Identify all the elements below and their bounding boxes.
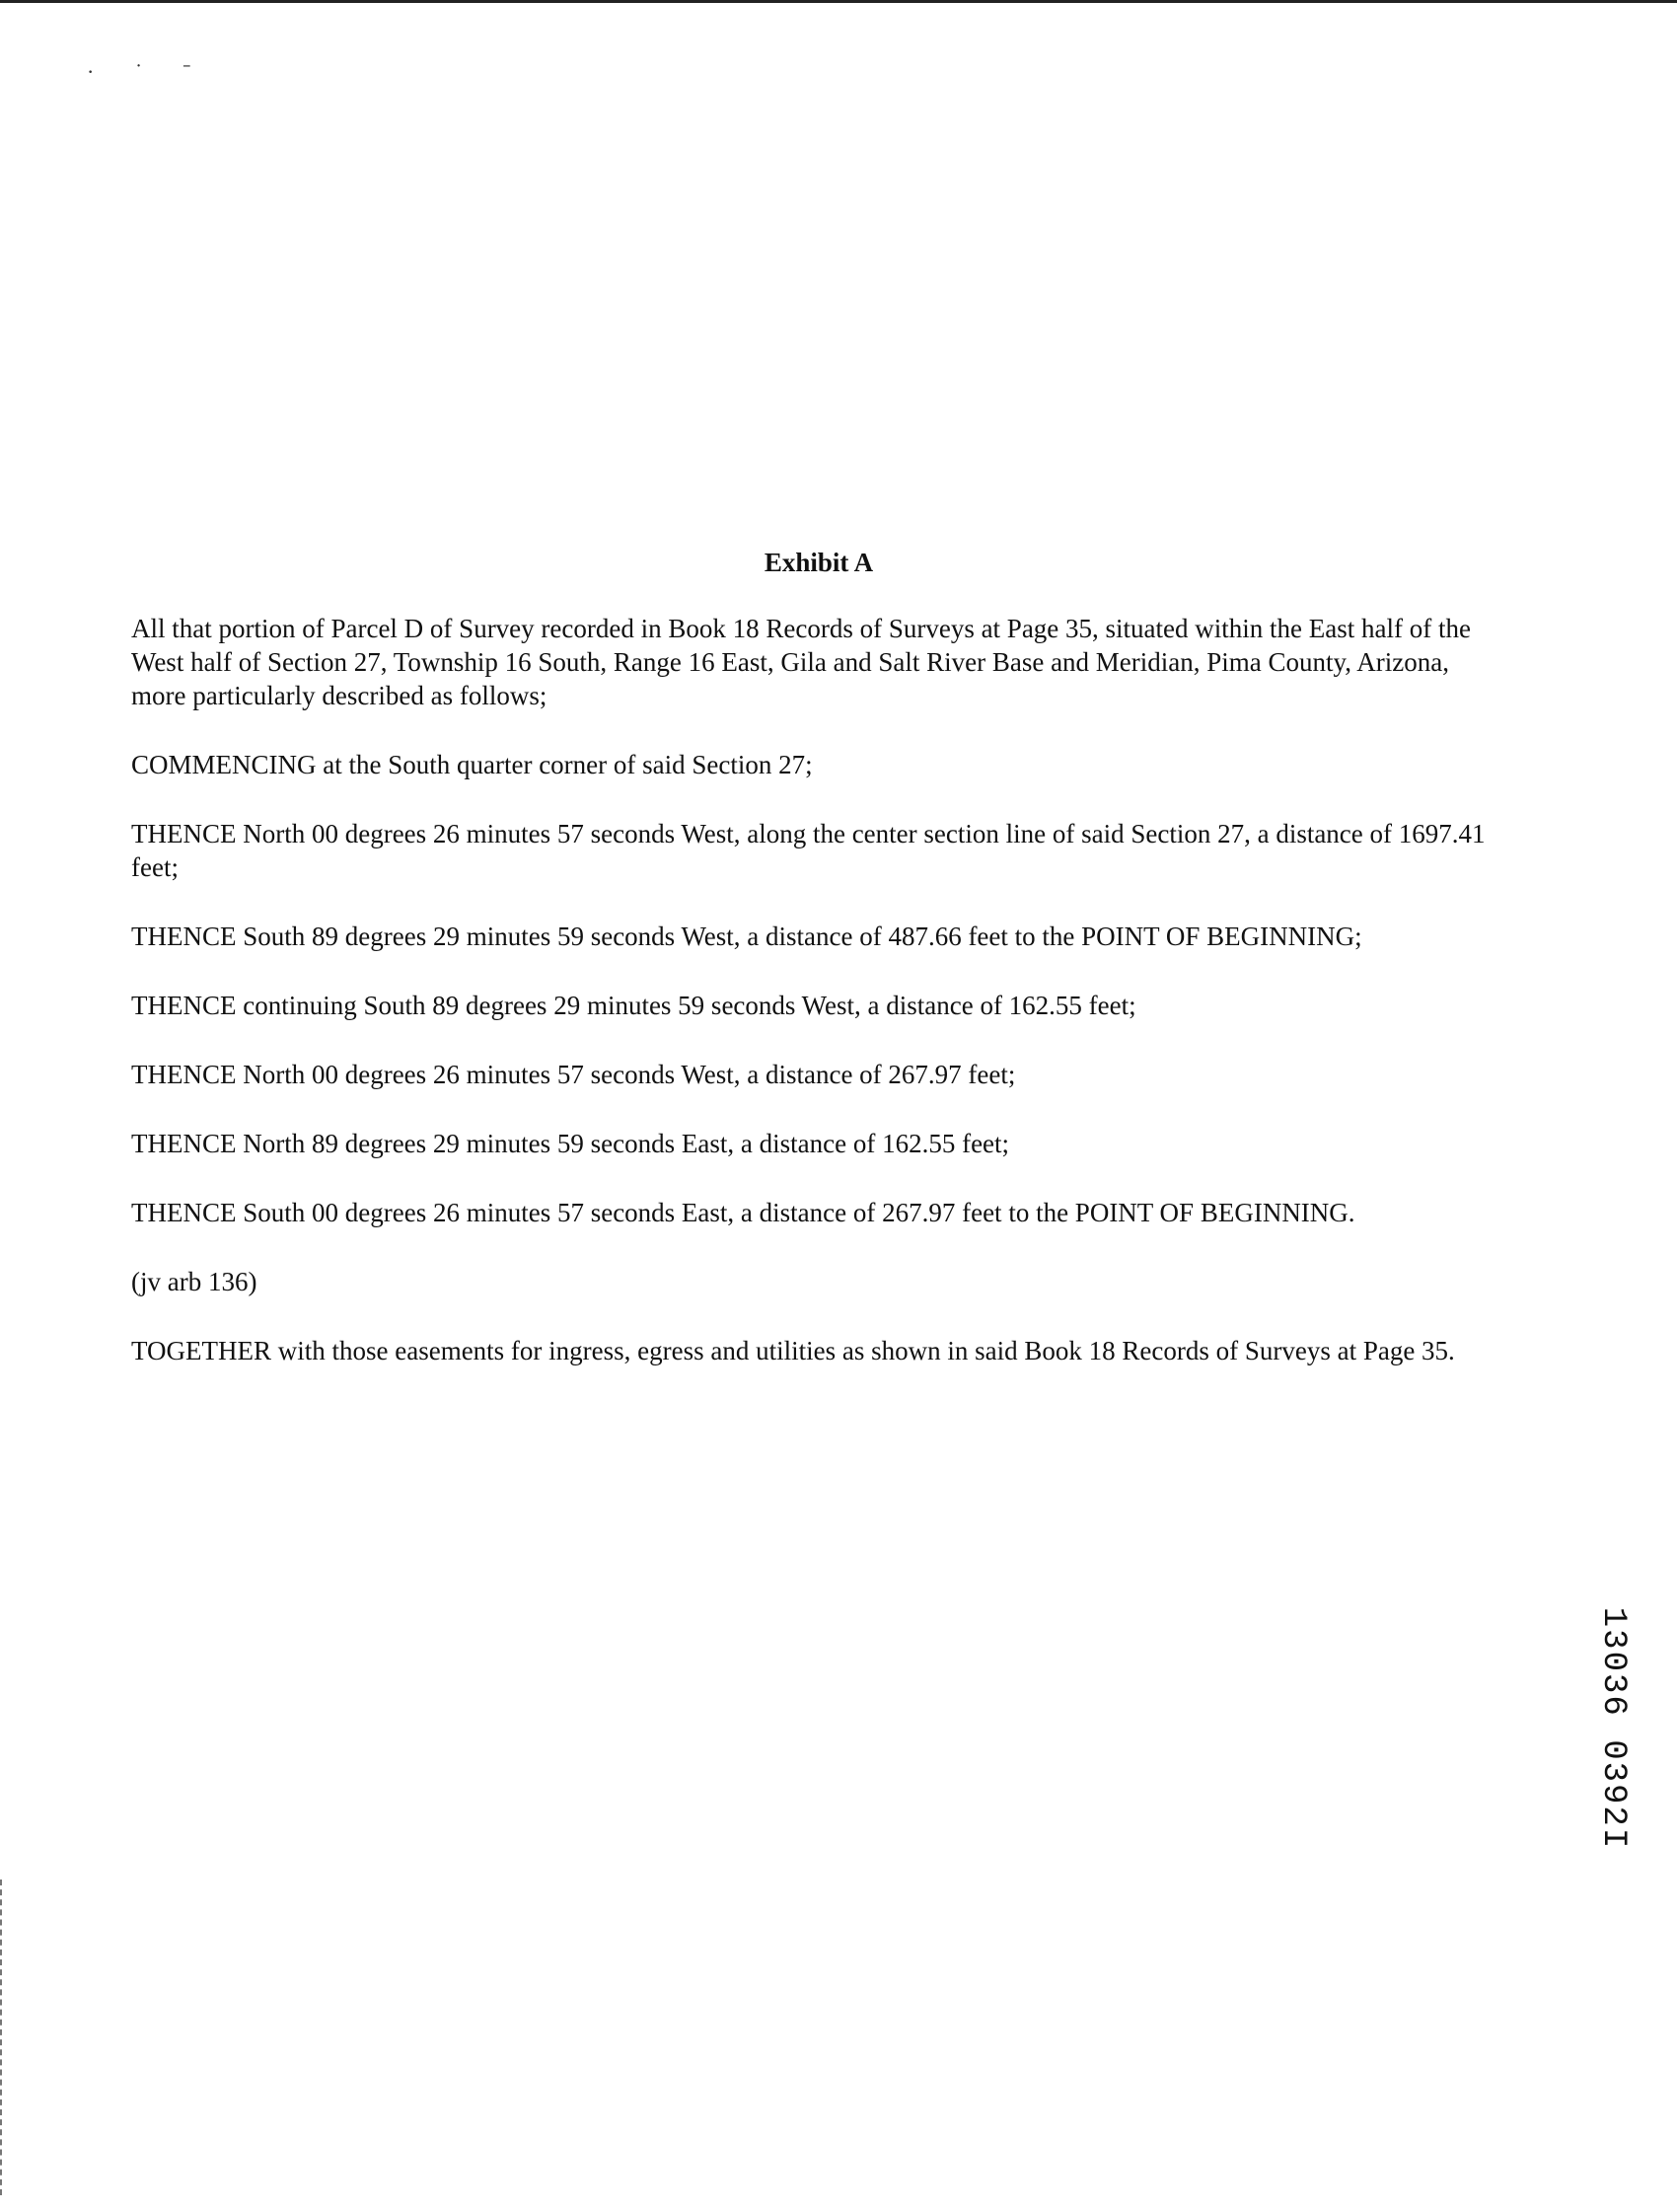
scan-specks: · ˙ ˉ (87, 59, 208, 84)
intro-paragraph: All that portion of Parcel D of Survey recorded in Book 18 Records of Surveys at Page 35, situated within the East half of the West half of Section 27, Township 16 South, Range 16 East, Gila and Salt River Base and Meridian, Pima County, Arizona, more particularly described as follows; (131, 614, 1471, 710)
reference-note: (jv arb 136) (131, 1267, 257, 1296)
scan-top-border (0, 0, 1677, 3)
course-paragraph-1: THENCE North 00 degrees 26 minutes 57 seconds West, along the center section line of said Section 27, a distance of 1697.41 feet; (131, 819, 1486, 882)
course-paragraph-5: THENCE North 89 degrees 29 minutes 59 seconds East, a distance of 162.55 feet; (131, 1129, 1010, 1158)
course-paragraph-6: THENCE South 00 degrees 26 minutes 57 seconds East, a distance of 267.97 feet to the POINT OF BEGINNING. (131, 1198, 1355, 1227)
course-paragraph-2: THENCE South 89 degrees 29 minutes 59 seconds West, a distance of 487.66 feet to the POINT OF BEGINNING; (131, 922, 1362, 951)
recording-number-stamp (1583, 1590, 1642, 1867)
legal-description (131, 612, 1502, 1403)
easement-paragraph: TOGETHER with those easements for ingress, egress and utilities as shown in said Book 18 Records of Surveys at Page 35. (131, 1336, 1455, 1365)
course-paragraph-3: THENCE continuing South 89 degrees 29 minutes 59 seconds West, a distance of 162.55 feet; (131, 991, 1136, 1020)
course-paragraph-4: THENCE North 00 degrees 26 minutes 57 seconds West, a distance of 267.97 feet; (131, 1060, 1016, 1089)
scan-left-edge (0, 1880, 4, 2195)
recording-number-text: 13036 0392I (1594, 1606, 1632, 1851)
page-title: Exhibit A (764, 548, 874, 577)
commencing-paragraph: COMMENCING at the South quarter corner of said Section 27; (131, 750, 813, 779)
